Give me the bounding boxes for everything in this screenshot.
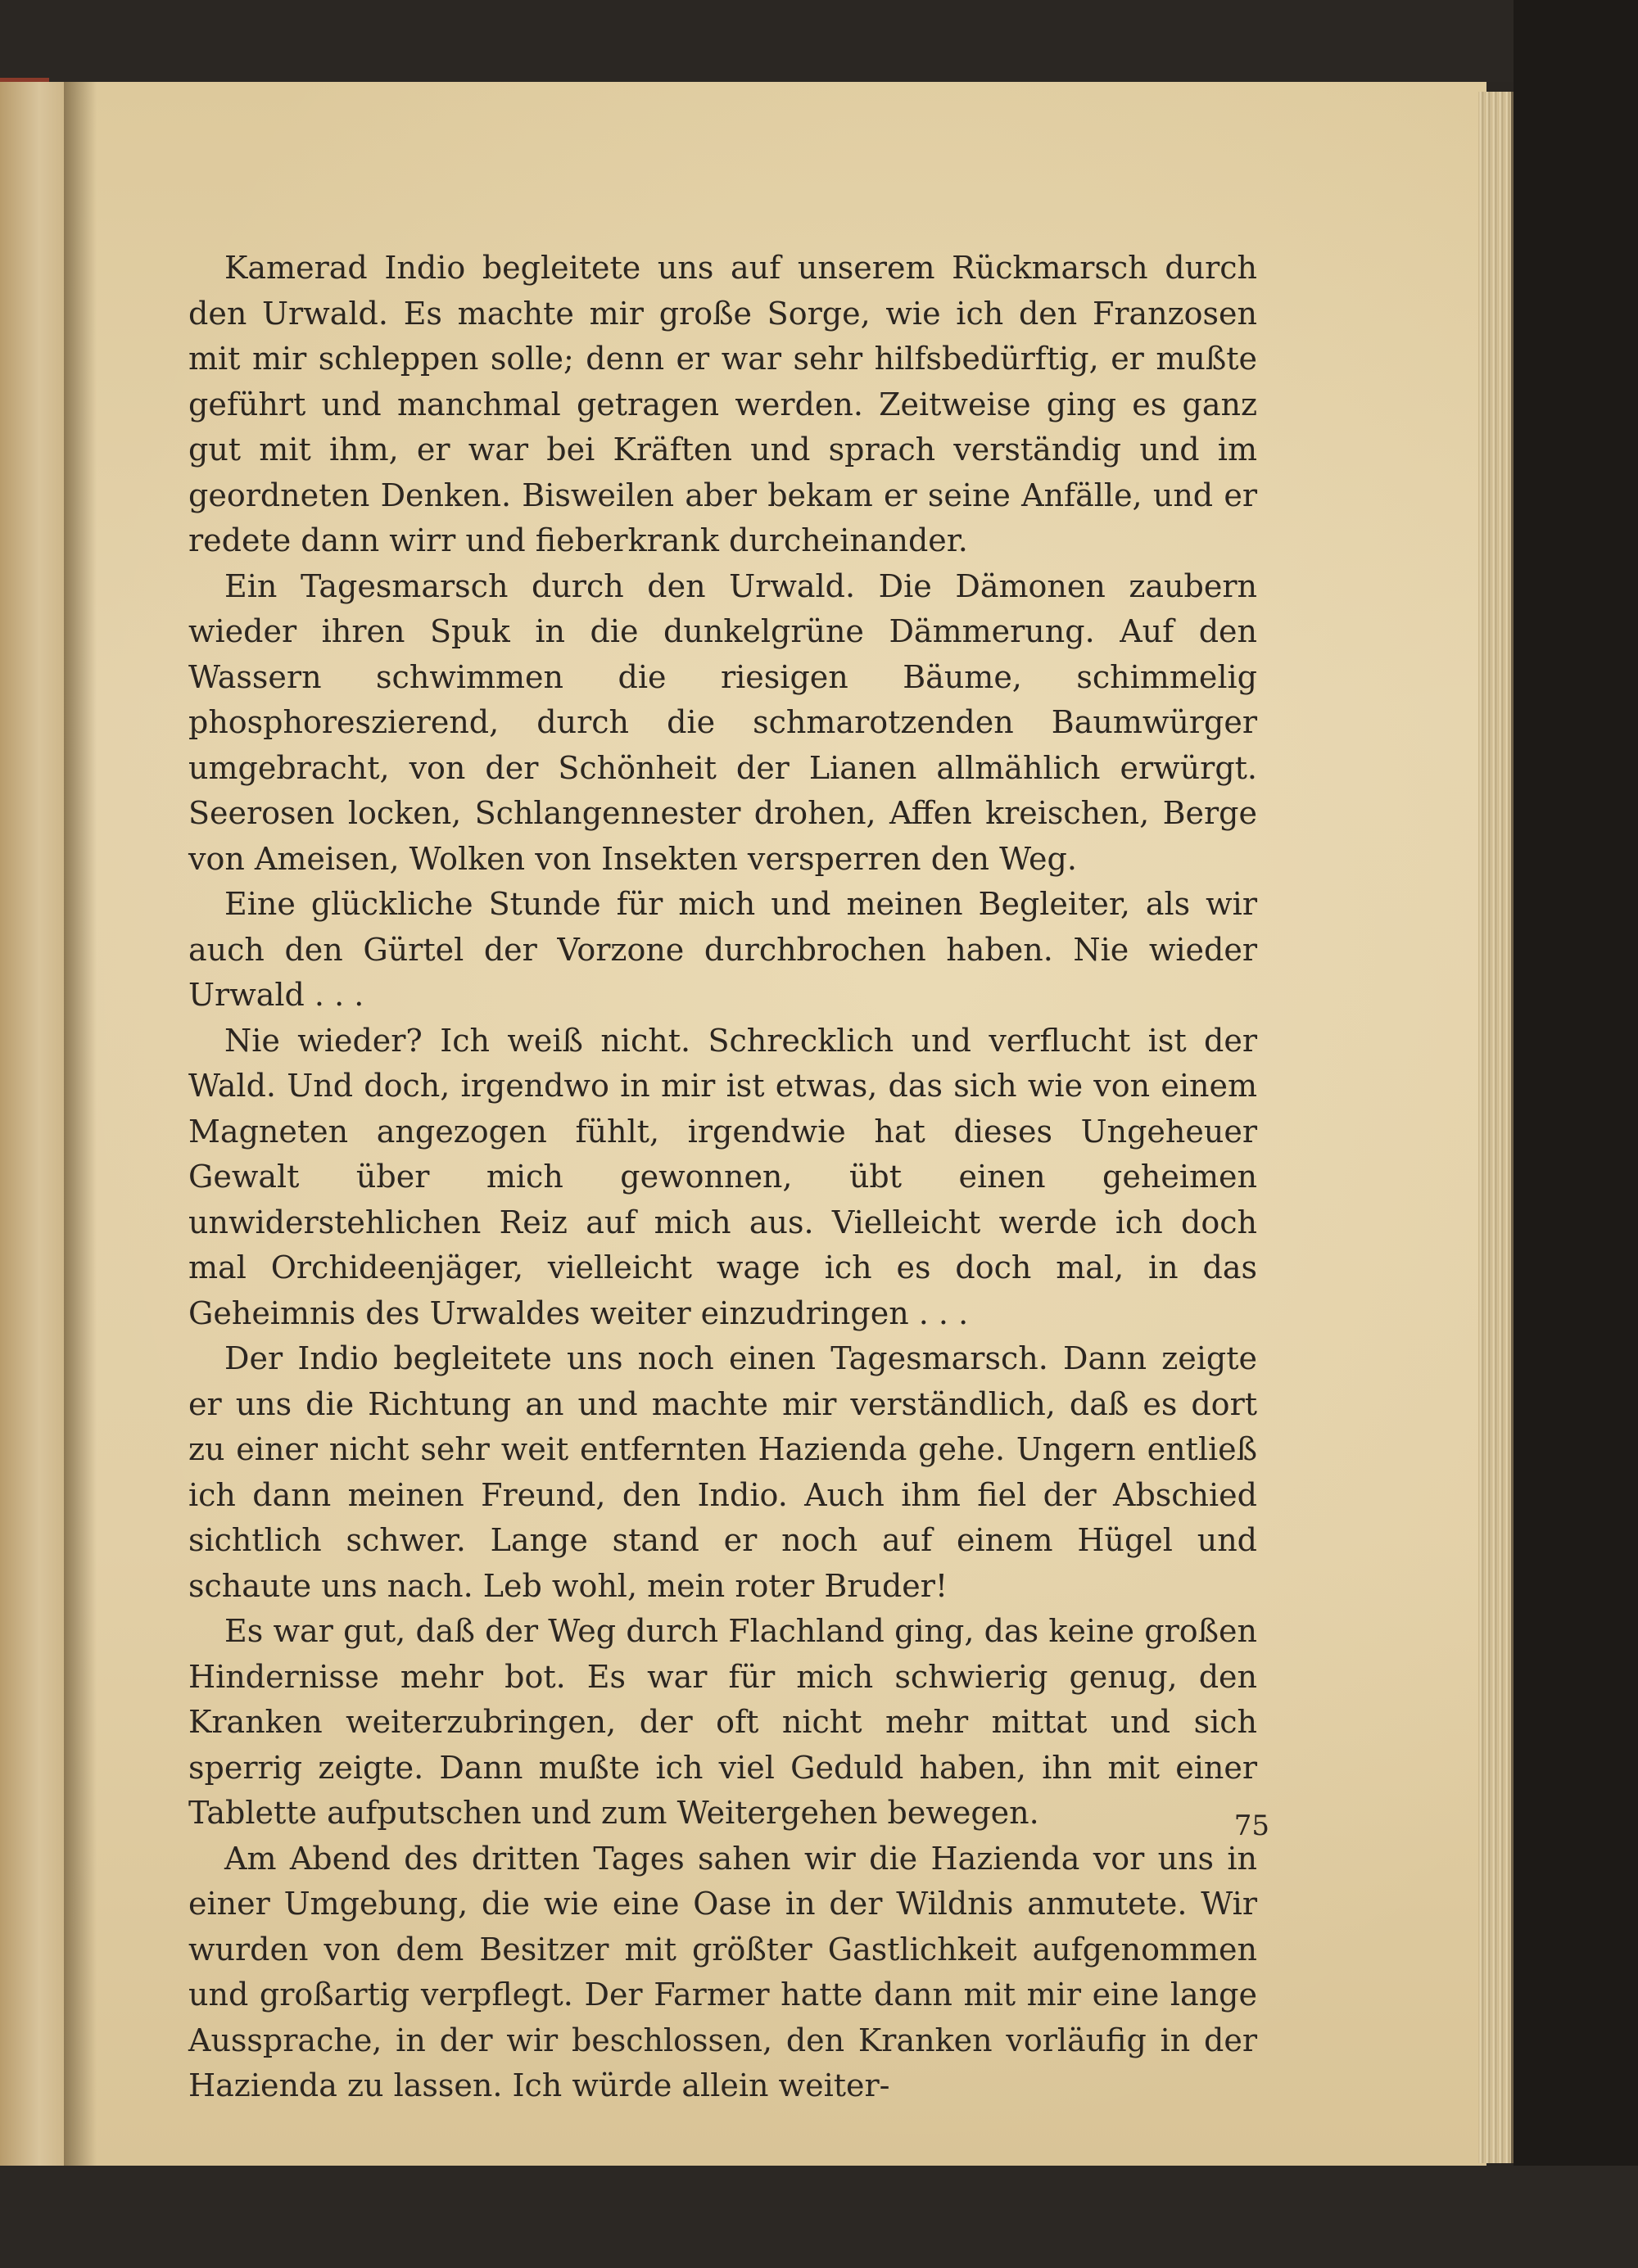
page-block-edges [1478,92,1514,2163]
left-page-edge [0,82,66,2166]
paragraph: Kamerad Indio begleitete uns auf unserem Rückmarsch durch den Urwald. Es machte mir große Sorge, wie ich den Franzosen mit mir schleppen solle; denn er war sehr hilfsbedürftig, er mußte geführt und manchmal getragen werden. Zeitweise ging es ganz gut mit ihm, er war bei Kräften und sprach verständig und im geordneten Denken. Bisweilen aber bekam er seine Anfälle, und er redete dann wirr und fieberkrank durcheinander. [188,250,1257,558]
paragraph: Am Abend des dritten Tages sahen wir die Hazienda vor uns in einer Umgebung, die wie eine Oase in der Wildnis anmutete. Wir wurden von dem Besitzer mit größter Gastlichkeit aufgenommen und großartig verpflegt. Der Farmer hatte dann mit mir eine lange Aussprache, in der wir beschlossen, den Kranken vorläufig in der Hazienda zu lassen. Ich würde allein weiter- [188,1840,1257,2103]
body-text [188,246,1257,2109]
paragraph: Es war gut, daß der Weg durch Flachland ging, das keine großen Hindernisse mehr bot. Es war für mich schwierig genug, den Kranken weiterzubringen, der oft nicht mehr mittat und sich sperrig zeigte. Dann mußte ich viel Geduld haben, ihn mit einer Tablette aufputschen und zum Weitergehen bewegen. [188,1613,1257,1831]
paragraph: Nie wieder? Ich weiß nicht. Schrecklich und verflucht ist der Wald. Und doch, irgendwo in mir ist etwas, das sich wie von einem Magneten angezogen fühlt, irgendwie hat dieses Ungeheuer Gewalt über mich gewonnen, übt einen geheimen unwiderstehlichen Reiz auf mich aus. Vielleicht werde ich doch mal Orchideenjäger, vielleicht wage ich es doch mal, in das Geheimnis des Urwaldes weiter einzudringen . . . [188,1022,1257,1331]
paragraph: Eine glückliche Stunde für mich und meinen Begleiter, als wir auch den Gürtel der Vorzone durchbrochen haben. Nie wieder Urwald . . . [188,886,1257,1013]
gutter-shadow [64,82,97,2166]
scan-background-right [1514,0,1638,2268]
scan-background-top [0,0,1638,82]
paragraph: Ein Tagesmarsch durch den Urwald. Die Dämonen zaubern wieder ihren Spuk in die dunkelgrüne Dämmerung. Auf den Wassern schwimmen die riesigen Bäume, schimmelig phosphoreszierend, durch die schmarotzenden Baumwürger umgebracht, von der Schönheit der Lianen allmählich erwürgt. Seerosen locken, Schlangennester drohen, Affen kreischen, Berge von Ameisen, Wolken von Insekten versperren den Weg. [188,567,1257,877]
page-number: 75 [1233,1809,1269,1842]
paragraph: Der Indio begleitete uns noch einen Tagesmarsch. Dann zeigte er uns die Richtung an und machte mir verständlich, daß es dort zu einer nicht sehr weit entfernten Hazienda gehe. Ungern entließ ich dann meinen Freund, den Indio. Auch ihm fiel der Abschied sichtlich schwer. Lange stand er noch auf einem Hügel und schaute uns nach. Leb wohl, mein roter Bruder! [188,1340,1257,1604]
scan-background-bottom [0,2166,1638,2268]
